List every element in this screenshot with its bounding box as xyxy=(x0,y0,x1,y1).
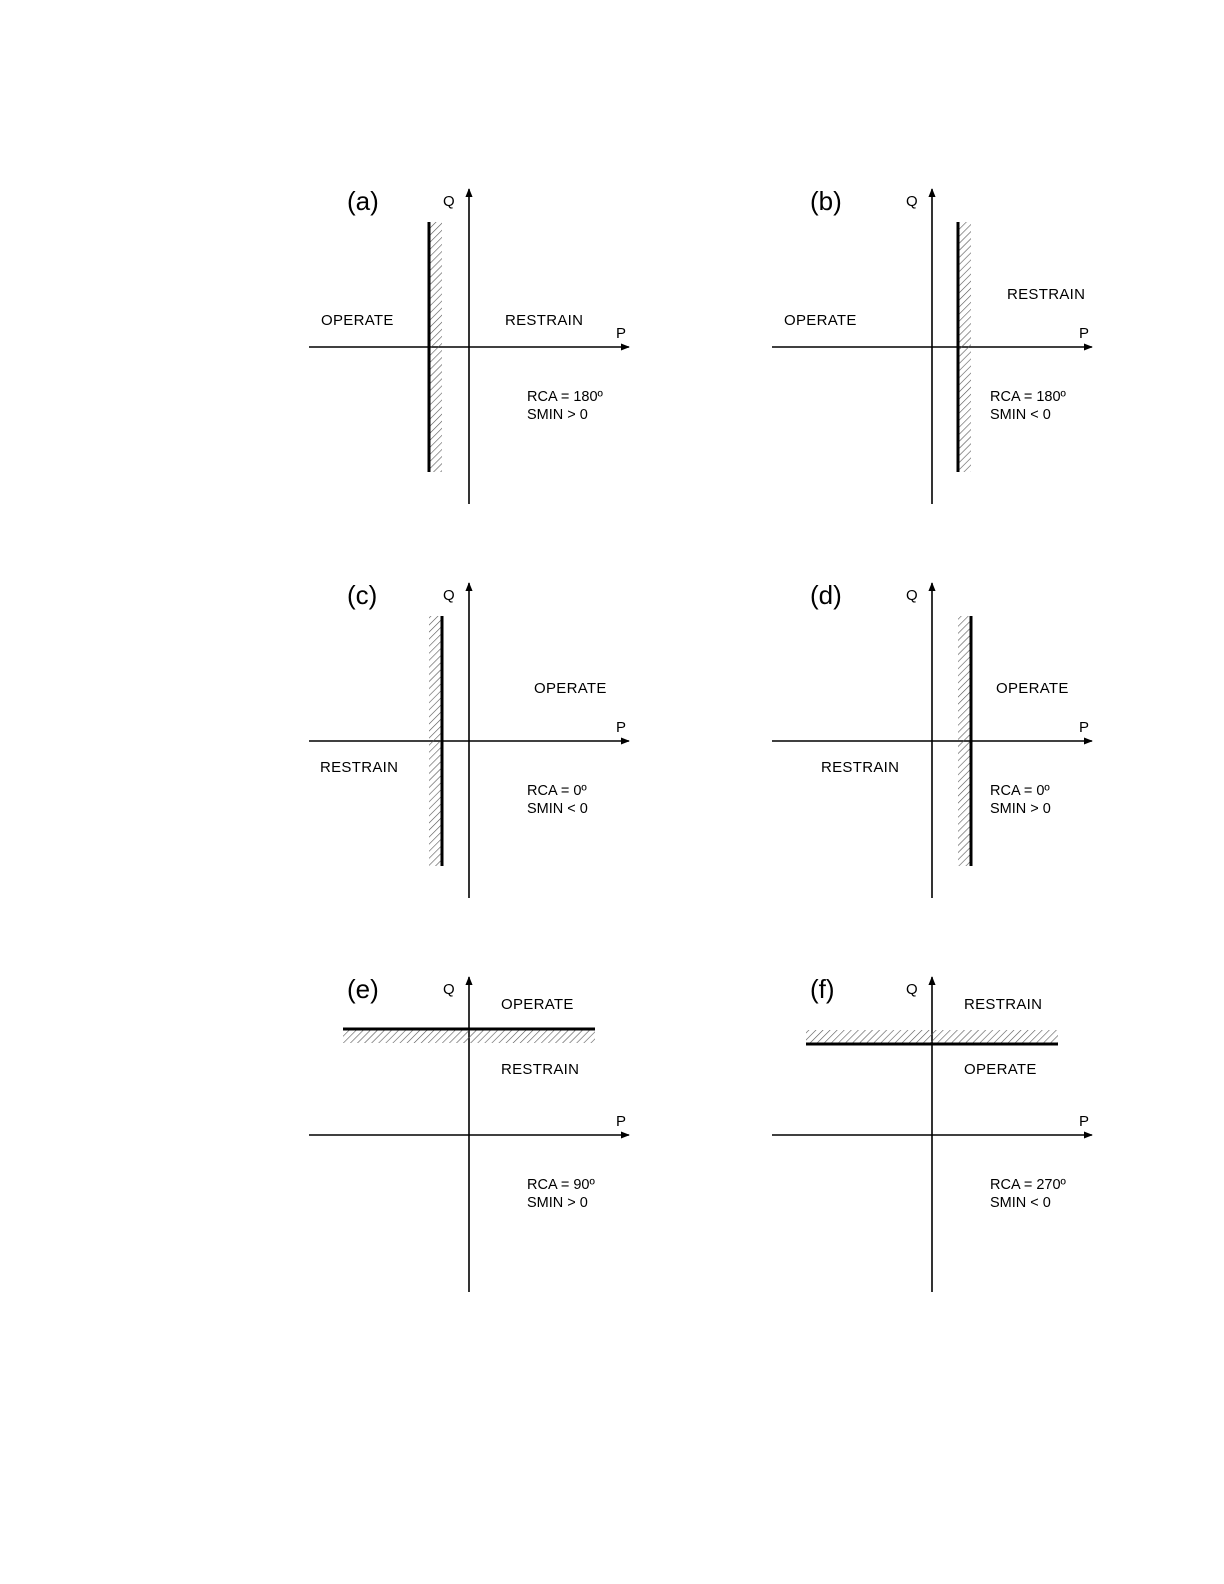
panel-d xyxy=(772,580,1092,898)
panel-a xyxy=(309,186,629,504)
q-axis-label: Q xyxy=(906,587,918,604)
rca-value: RCA = 0º xyxy=(527,783,587,799)
region-label-operate: OPERATE xyxy=(501,996,574,1013)
panel-f xyxy=(772,974,1092,1292)
q-axis-label: Q xyxy=(443,981,455,998)
characteristic-hatch xyxy=(429,616,442,866)
smin-value: SMIN < 0 xyxy=(990,1195,1051,1211)
q-axis-label: Q xyxy=(906,193,918,210)
panel-label: (b) xyxy=(810,186,842,216)
rca-value: RCA = 180º xyxy=(527,389,603,405)
p-axis-label: P xyxy=(1079,325,1090,342)
p-axis-label: P xyxy=(616,325,627,342)
region-label-operate: OPERATE xyxy=(784,312,857,329)
characteristic-hatch xyxy=(806,1030,1058,1044)
characteristic-hatch xyxy=(429,222,442,472)
region-label-operate: OPERATE xyxy=(996,680,1069,697)
q-axis-label: Q xyxy=(443,193,455,210)
rca-value: RCA = 180º xyxy=(990,389,1066,405)
panel-label: (a) xyxy=(347,186,379,216)
p-axis-label: P xyxy=(1079,1113,1090,1130)
q-axis-label: Q xyxy=(443,587,455,604)
region-label-restrain: RESTRAIN xyxy=(1007,286,1086,303)
region-label-operate: OPERATE xyxy=(964,1061,1037,1078)
smin-value: SMIN < 0 xyxy=(990,407,1051,423)
p-axis-label: P xyxy=(616,1113,627,1130)
region-label-restrain: RESTRAIN xyxy=(320,759,399,776)
characteristic-hatch xyxy=(343,1029,595,1043)
rca-value: RCA = 0º xyxy=(990,783,1050,799)
panel-label: (e) xyxy=(347,974,379,1004)
smin-value: SMIN > 0 xyxy=(527,1195,588,1211)
characteristic-hatch xyxy=(958,616,971,866)
p-axis-label: P xyxy=(1079,719,1090,736)
panel-e xyxy=(309,974,629,1292)
panel-b xyxy=(772,186,1092,504)
smin-value: SMIN < 0 xyxy=(527,801,588,817)
rca-value: RCA = 270º xyxy=(990,1177,1066,1193)
region-label-restrain: RESTRAIN xyxy=(821,759,900,776)
panel-label: (d) xyxy=(810,580,842,610)
characteristic-hatch xyxy=(958,222,971,472)
rca-value: RCA = 90º xyxy=(527,1177,595,1193)
region-label-operate: OPERATE xyxy=(534,680,607,697)
smin-value: SMIN > 0 xyxy=(990,801,1051,817)
region-label-operate: OPERATE xyxy=(321,312,394,329)
region-label-restrain: RESTRAIN xyxy=(964,996,1043,1013)
p-axis-label: P xyxy=(616,719,627,736)
panel-label: (c) xyxy=(347,580,378,610)
q-axis-label: Q xyxy=(906,981,918,998)
panel-label: (f) xyxy=(810,974,835,1004)
region-label-restrain: RESTRAIN xyxy=(501,1061,580,1078)
smin-value: SMIN > 0 xyxy=(527,407,588,423)
panel-c xyxy=(309,580,629,898)
region-label-restrain: RESTRAIN xyxy=(505,312,584,329)
